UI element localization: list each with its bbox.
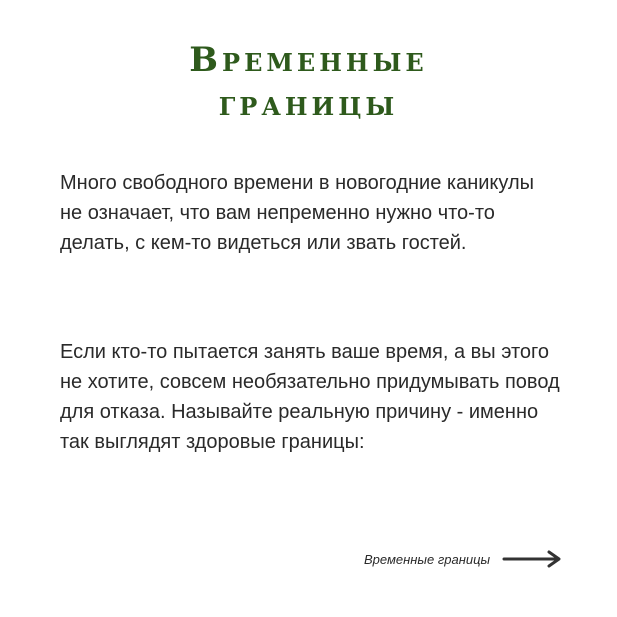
paragraph-intro: Много свободного времени в новогодние каникулы не означает, что вам непременно нужно что-то делать, с кем-то видеться или звать гостей. [60,172,535,254]
footer-label: Временные границы [364,551,491,567]
arrow-right-icon[interactable] [502,549,564,569]
title-line-2: границы [218,84,399,124]
page-title [0,38,617,126]
title-line-1: Временные [189,40,428,80]
paragraph-advice: Если кто-то пытается занять ваше время, а вы этого не хотите, совсем необязательно придумывать повод для отказа. Называйте реальную причину - именно так выглядят здоровые границы: [60,341,560,453]
footer-nav[interactable] [340,545,580,573]
